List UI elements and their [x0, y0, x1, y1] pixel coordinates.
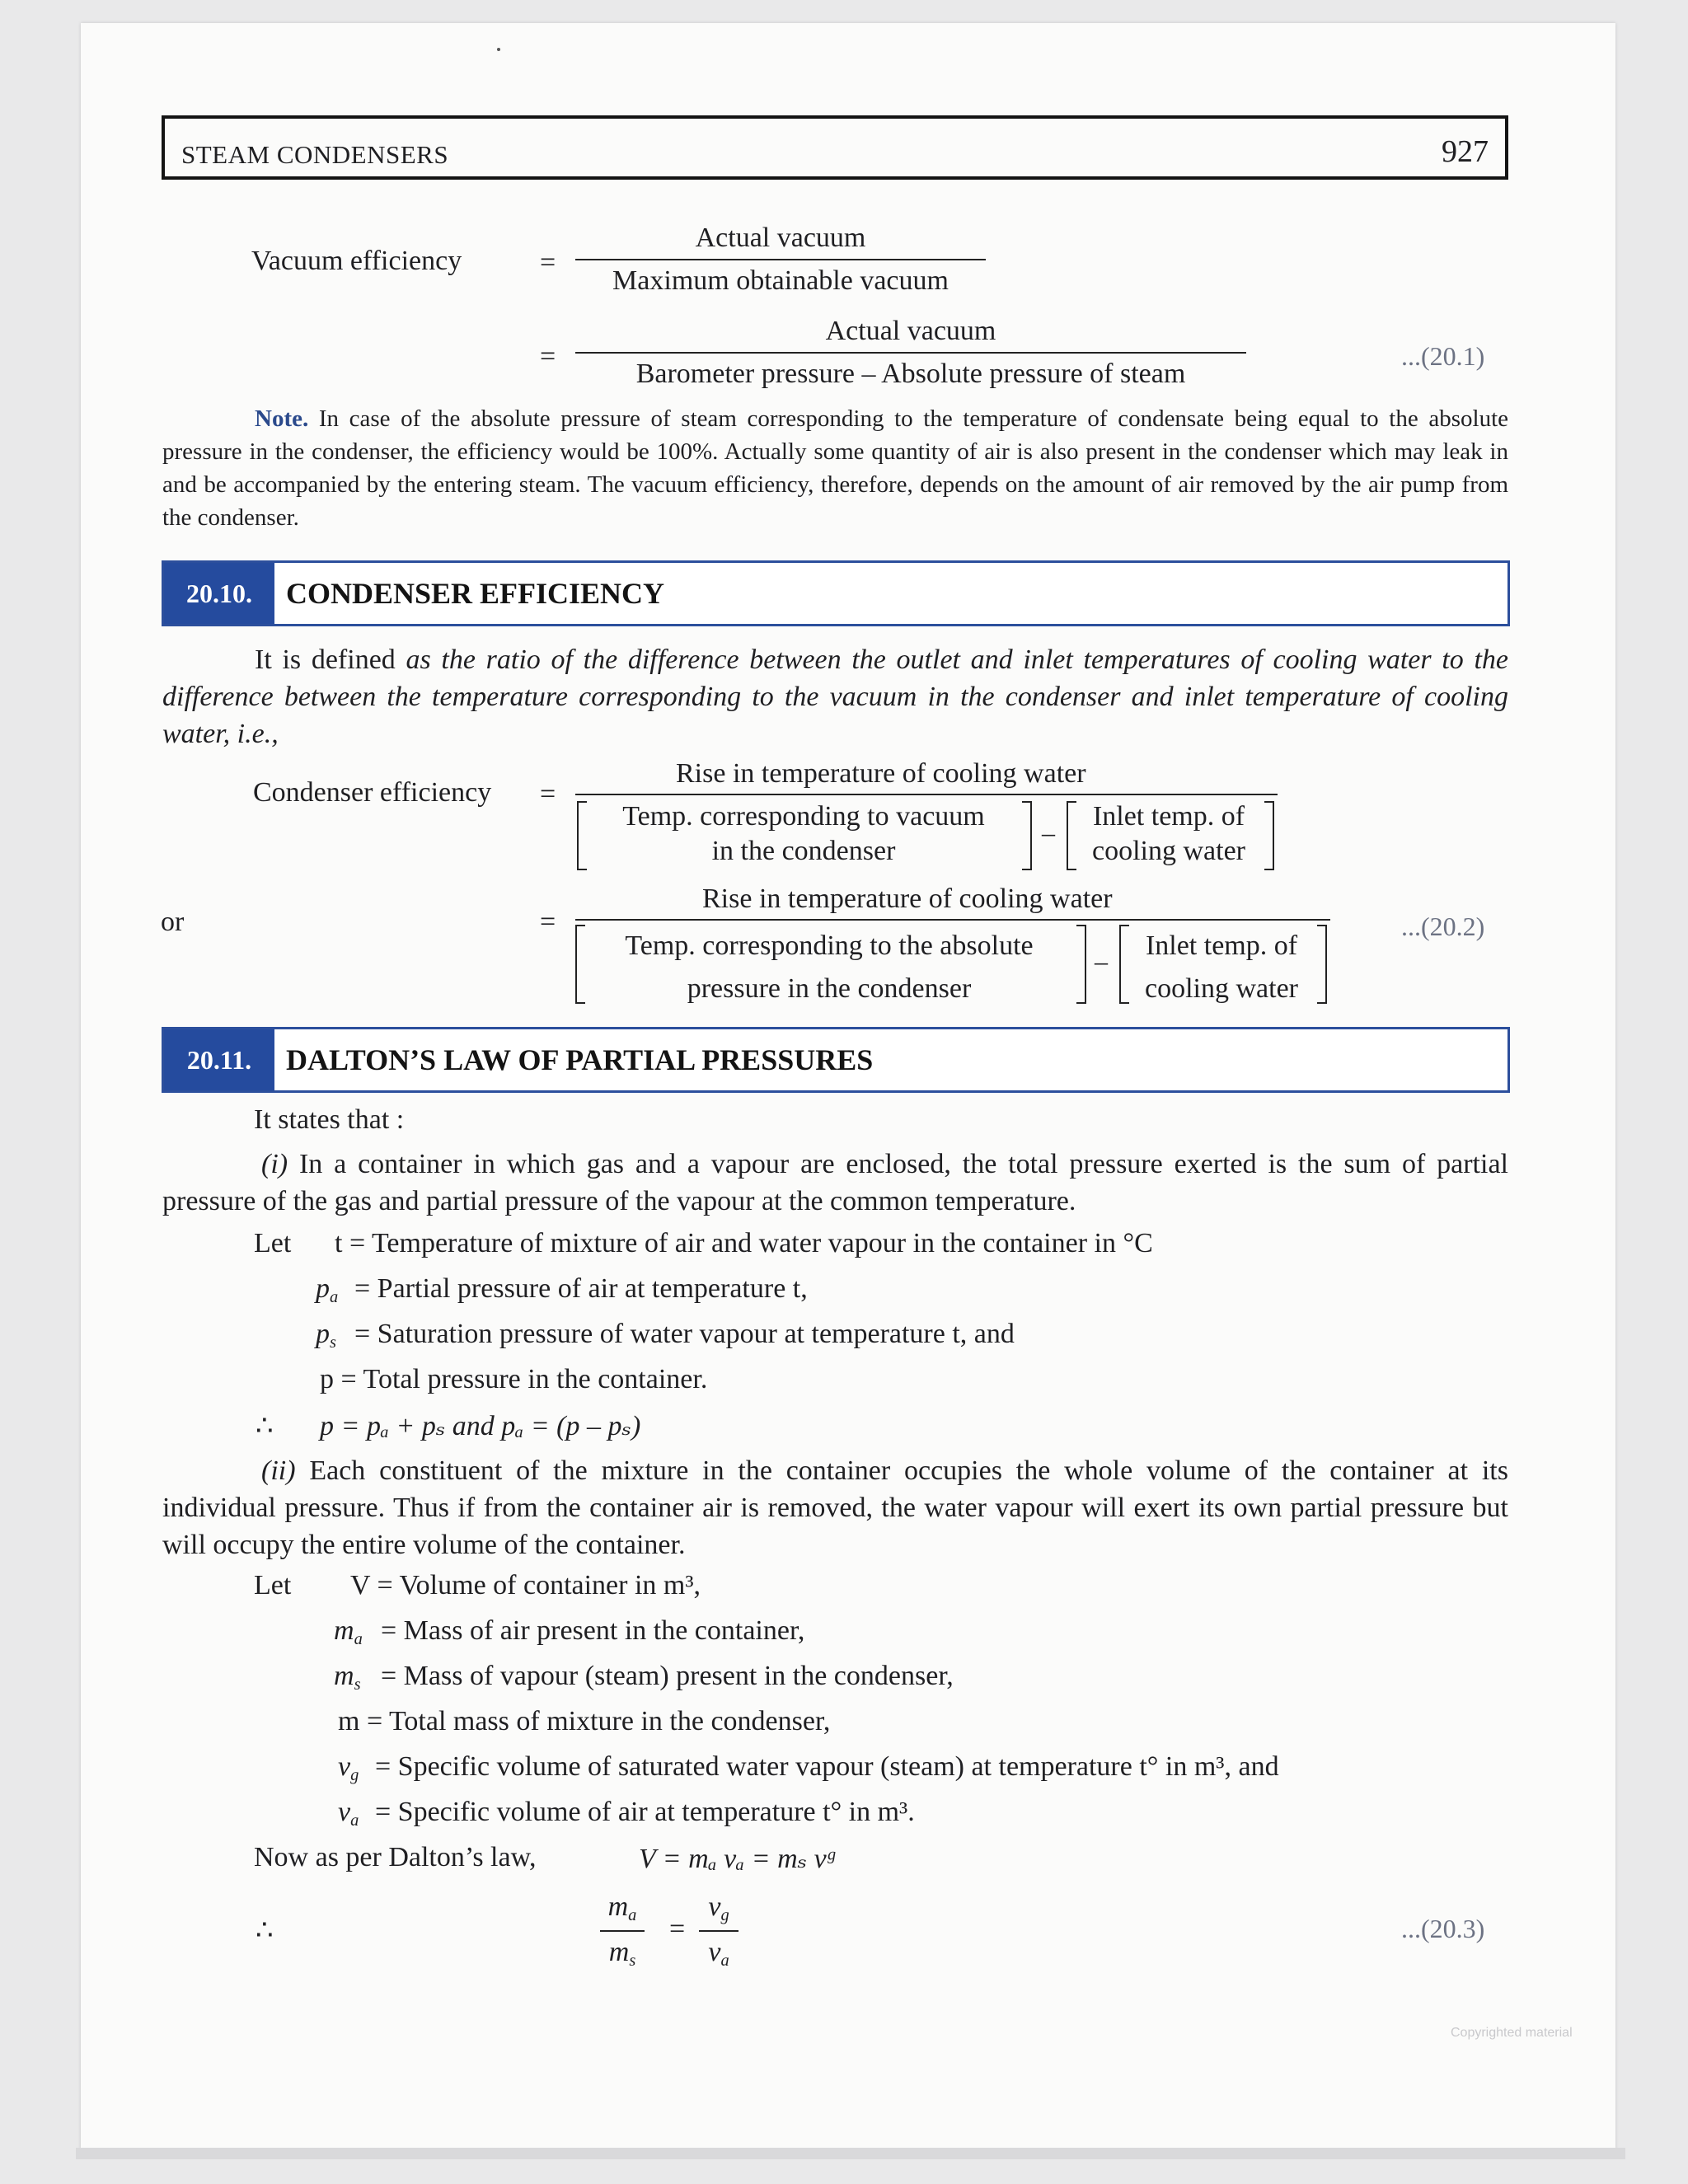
or-word: or	[161, 907, 185, 937]
states-line: It states that :	[254, 1104, 405, 1135]
definition-t: t = Temperature of mixture of air and water vapour in the container in °C	[335, 1228, 1153, 1258]
equals-sign: =	[540, 341, 556, 372]
denominator-term-2: Inlet temp. of cooling water	[1092, 801, 1245, 866]
pressure-relation: p = pₐ + pₛ and pₐ = (p – pₛ)	[320, 1411, 641, 1441]
note-label: Note.	[255, 405, 309, 432]
volume-ratio	[699, 1891, 738, 1971]
item-ii-text: Each constituent of the mixture in the container occupies the whole volume of the container at its individual pressure. Thus if from the container air is removed, the water vapour will exert its own partial pressure but will occupy the entire volume of the container.	[162, 1455, 1508, 1560]
denominator-term-1: Temp. corresponding to the absolute pressure in the condenser	[625, 930, 1034, 1004]
numerator: Rise in temperature of cooling water	[702, 883, 1113, 914]
item-ii-paragraph	[162, 1452, 1508, 1563]
symbol-pa: $p_a$	[316, 1273, 339, 1307]
definition-m: m = Total mass of mixture in the condenser,	[338, 1706, 831, 1736]
therefore-symbol: ∴	[256, 1411, 274, 1441]
note-text: In case of the absolute pressure of steam corresponding to the temperature of condensate being equal to the absolute pressure in the condenser, the efficiency would be 100%. Actually some quantity of air is also present in the condenser which may leak in and be accompanied by the entering steam. The vacuum efficiency, therefore, depends on the amount of air removed by the air pump from the condenser.	[162, 405, 1508, 531]
speck	[497, 48, 500, 51]
numerator: $m_a$	[607, 1891, 637, 1925]
condenser-efficiency-label: Condenser efficiency	[253, 777, 492, 808]
numerator: Actual vacuum	[825, 316, 996, 346]
definition-p: p = Total pressure in the container.	[320, 1364, 708, 1394]
equals-sign: =	[540, 907, 556, 937]
right-bracket	[1076, 925, 1086, 1004]
numerator: Actual vacuum	[695, 223, 866, 253]
page-number: 927	[1442, 134, 1489, 169]
equation-number: ...(20.1)	[1401, 341, 1485, 371]
section-heading-20-11	[162, 1027, 1510, 1093]
therefore-symbol: ∴	[256, 1915, 274, 1946]
denominator-term-2: Inlet temp. of cooling water	[1145, 930, 1298, 1004]
equation-number: ...(20.3)	[1401, 1914, 1485, 1943]
denominator: Barometer pressure – Absolute pressure of steam	[635, 359, 1186, 389]
note-paragraph	[162, 402, 1508, 534]
definition-V: V = Volume of container in m³,	[350, 1570, 701, 1601]
numerator: $v_g$	[708, 1891, 729, 1925]
numerator: Rise in temperature of cooling water	[676, 758, 1086, 789]
equals-sign: =	[540, 779, 556, 809]
vacuum-efficiency-label: Vacuum efficiency	[251, 246, 462, 276]
denominator: Maximum obtainable vacuum	[612, 265, 949, 296]
vacuum-fraction-1	[575, 223, 986, 297]
item-i-label: (i)	[261, 1149, 288, 1179]
mass-ratio	[600, 1891, 645, 1971]
symbol-ps: $p_s$	[316, 1319, 336, 1352]
vacuum-fraction-2	[575, 316, 1246, 390]
denominator: $v_a$	[708, 1937, 729, 1971]
section-title: DALTON’S LAW OF PARTIAL PRESSURES	[286, 1043, 874, 1076]
definition-ma: = Mass of air present in the container,	[381, 1615, 805, 1646]
definition-ps: = Saturation pressure of water vapour at temperature t, and	[354, 1319, 1015, 1349]
definition-ms: = Mass of vapour (steam) present in the condenser,	[381, 1661, 954, 1691]
minus-sign: –	[1042, 818, 1055, 847]
running-header	[162, 115, 1508, 180]
chapter-title: STEAM CONDENSERS	[181, 140, 449, 169]
equation-number: ...(20.2)	[1401, 912, 1485, 941]
right-bracket	[1317, 925, 1327, 1004]
let-word: Let	[254, 1570, 292, 1601]
item-i-paragraph	[162, 1146, 1508, 1220]
equals-sign: =	[669, 1914, 686, 1944]
right-bracket	[1022, 801, 1032, 870]
item-i-text: In a container in which gas and a vapour are enclosed, the total pressure exerted is the sum of partial pressure of the gas and partial pressure of the vapour at the common temperature.	[162, 1149, 1508, 1216]
fraction-bar	[575, 919, 1330, 921]
fraction-bar	[575, 794, 1278, 795]
dalton-equation: V = mₐ vₐ = mₛ vᵍ	[639, 1844, 835, 1874]
symbol-ma: $m_a$	[334, 1615, 363, 1649]
definition-paragraph	[162, 641, 1508, 752]
definition-pa: = Partial pressure of air at temperature t,	[354, 1273, 808, 1304]
dalton-law-lead: Now as per Dalton’s law,	[254, 1842, 537, 1872]
denominator-term-1: Temp. corresponding to vacuum in the condenser	[622, 801, 985, 866]
symbol-va: $v_a$	[338, 1797, 359, 1830]
right-bracket	[1264, 801, 1274, 870]
minus-sign: –	[1095, 946, 1108, 976]
let-word: Let	[254, 1228, 292, 1258]
copyright-watermark: Copyrighted material	[1451, 2026, 1573, 2040]
section-number: 20.10.	[164, 563, 274, 624]
section-title: CONDENSER EFFICIENCY	[286, 577, 665, 610]
definition-va: = Specific volume of air at temperature t° in m³.	[375, 1797, 915, 1827]
definition-vg: = Specific volume of saturated water vapour (steam) at temperature t° in m³, and	[375, 1751, 1279, 1782]
item-ii-label: (ii)	[261, 1455, 296, 1486]
symbol-ms: $m_s$	[334, 1661, 361, 1694]
equals-sign: =	[540, 247, 556, 278]
page-edge	[76, 2148, 1625, 2159]
definition-start: It is defined	[255, 644, 406, 675]
definition-italic: as the ratio of the difference between the outlet and inlet temperatures of cooling water to the difference between the temperature corresponding to the vacuum in the condenser and inlet temperature of cooling water, i.e.,	[162, 644, 1508, 749]
denominator: $m_s$	[608, 1937, 636, 1971]
symbol-vg: $v_g$	[338, 1751, 359, 1785]
section-number: 20.11.	[164, 1029, 274, 1090]
section-heading-20-10	[162, 560, 1510, 626]
